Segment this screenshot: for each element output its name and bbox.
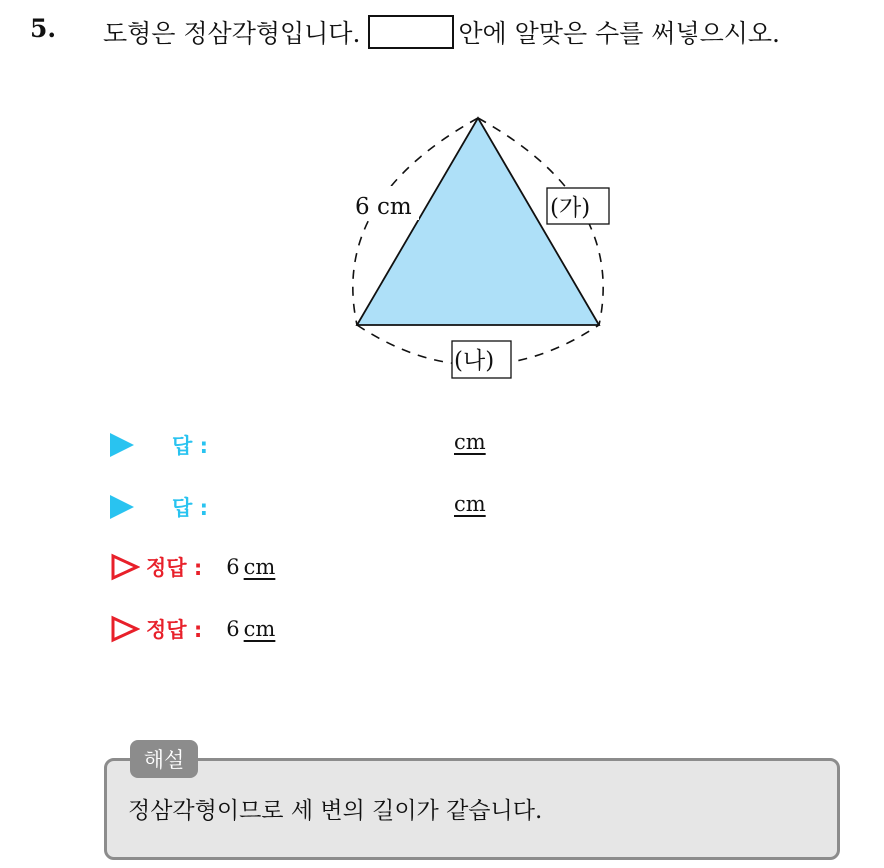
answer-unit: cm [454,430,486,454]
correct-label: 정답 : [146,556,203,580]
outline-triangle-icon [110,615,140,643]
correct-value: 6 [226,555,240,579]
side-length-label: 6 cm [355,194,412,220]
answer-label: 답 : [172,434,208,458]
correct-answer-row-2 [110,614,275,644]
label-ga: (가) [550,195,591,221]
correct-value-group [226,555,275,579]
correct-value-group [226,617,275,641]
question-number: 5. [30,14,57,43]
explanation-text: 정삼각형이므로 세 변의 길이가 같습니다. [128,798,543,824]
answer-label: 답 : [172,496,208,520]
answer-unit: cm [454,492,486,516]
correct-unit: cm [243,617,276,641]
label-na: (나) [454,348,495,374]
triangle-figure [0,0,884,420]
explanation-badge: 해설 [130,740,198,778]
play-triangle-icon [110,433,134,457]
answer-row-1 [110,430,208,460]
question-text-after: 안에 알맞은 수를 써넣으시오. [458,19,780,48]
answer-row-2 [110,492,208,522]
correct-answer-row-1 [110,552,275,582]
outline-triangle-icon [110,553,140,581]
correct-label: 정답 : [146,618,203,642]
correct-unit: cm [243,555,276,579]
correct-value: 6 [226,617,240,641]
play-triangle-icon [110,495,134,519]
question-text-before: 도형은 정삼각형입니다. [103,19,361,48]
